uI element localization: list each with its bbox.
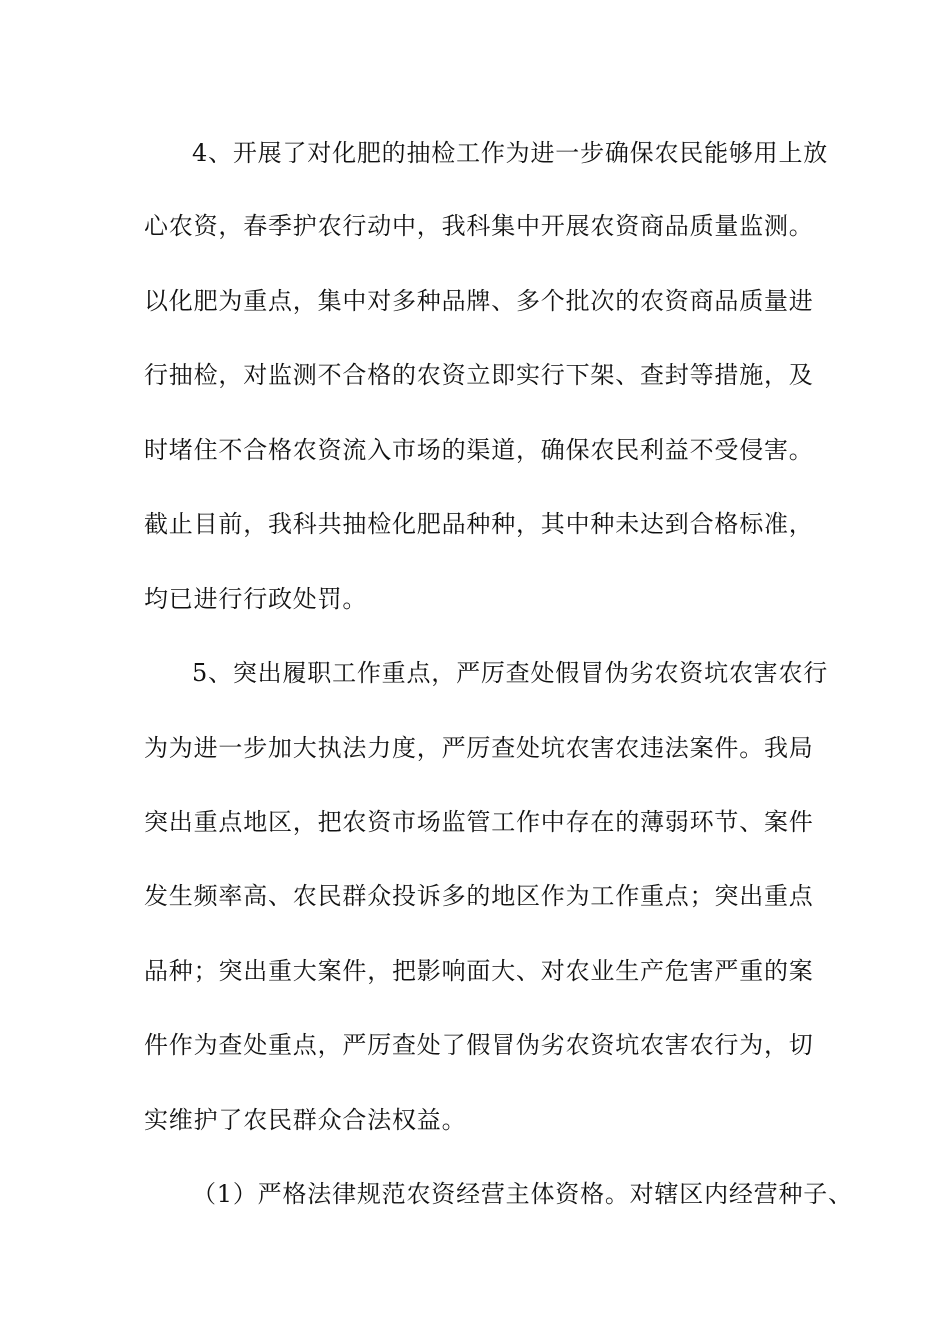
paragraph-line: 5、突出履职工作重点，严厉查处假冒伪劣农资坑农害农行 xyxy=(192,659,829,687)
paragraph-line: （1）严格法律规范农资经营主体资格。对辖区内经营种子、 xyxy=(192,1180,853,1208)
paragraph-line: 均已进行行政处罚。 xyxy=(144,585,368,613)
paragraph-line: 截止目前，我科共抽检化肥品种种，其中种未达到合格标准， xyxy=(144,510,814,538)
paragraph-line: 时堵住不合格农资流入市场的渠道，确保农民利益不受侵害。 xyxy=(144,436,814,464)
paragraph-line: 心农资，春季护农行动中，我科集中开展农资商品质量监测。 xyxy=(144,212,814,240)
paragraph-line: 4、开展了对化肥的抽检工作为进一步确保农民能够用上放 xyxy=(192,139,829,167)
paragraph-line: 突出重点地区，把农资市场监管工作中存在的薄弱环节、案件 xyxy=(144,808,814,836)
paragraph-line: 发生频率高、农民群众投诉多的地区作为工作重点；突出重点 xyxy=(144,882,814,910)
paragraph-line: 品种；突出重大案件，把影响面大、对农业生产危害严重的案 xyxy=(144,957,814,985)
paragraph-line: 件作为查处重点，严厉查处了假冒伪劣农资坑农害农行为，切 xyxy=(144,1031,814,1059)
paragraph-line: 以化肥为重点，集中对多种品牌、多个批次的农资商品质量进 xyxy=(144,287,814,315)
paragraph-line: 为为进一步加大执法力度，严厉查处坑农害农违法案件。我局 xyxy=(144,734,814,762)
paragraph-line: 实维护了农民群众合法权益。 xyxy=(144,1106,467,1134)
paragraph-line: 行抽检，对监测不合格的农资立即实行下架、查封等措施，及 xyxy=(144,361,814,389)
